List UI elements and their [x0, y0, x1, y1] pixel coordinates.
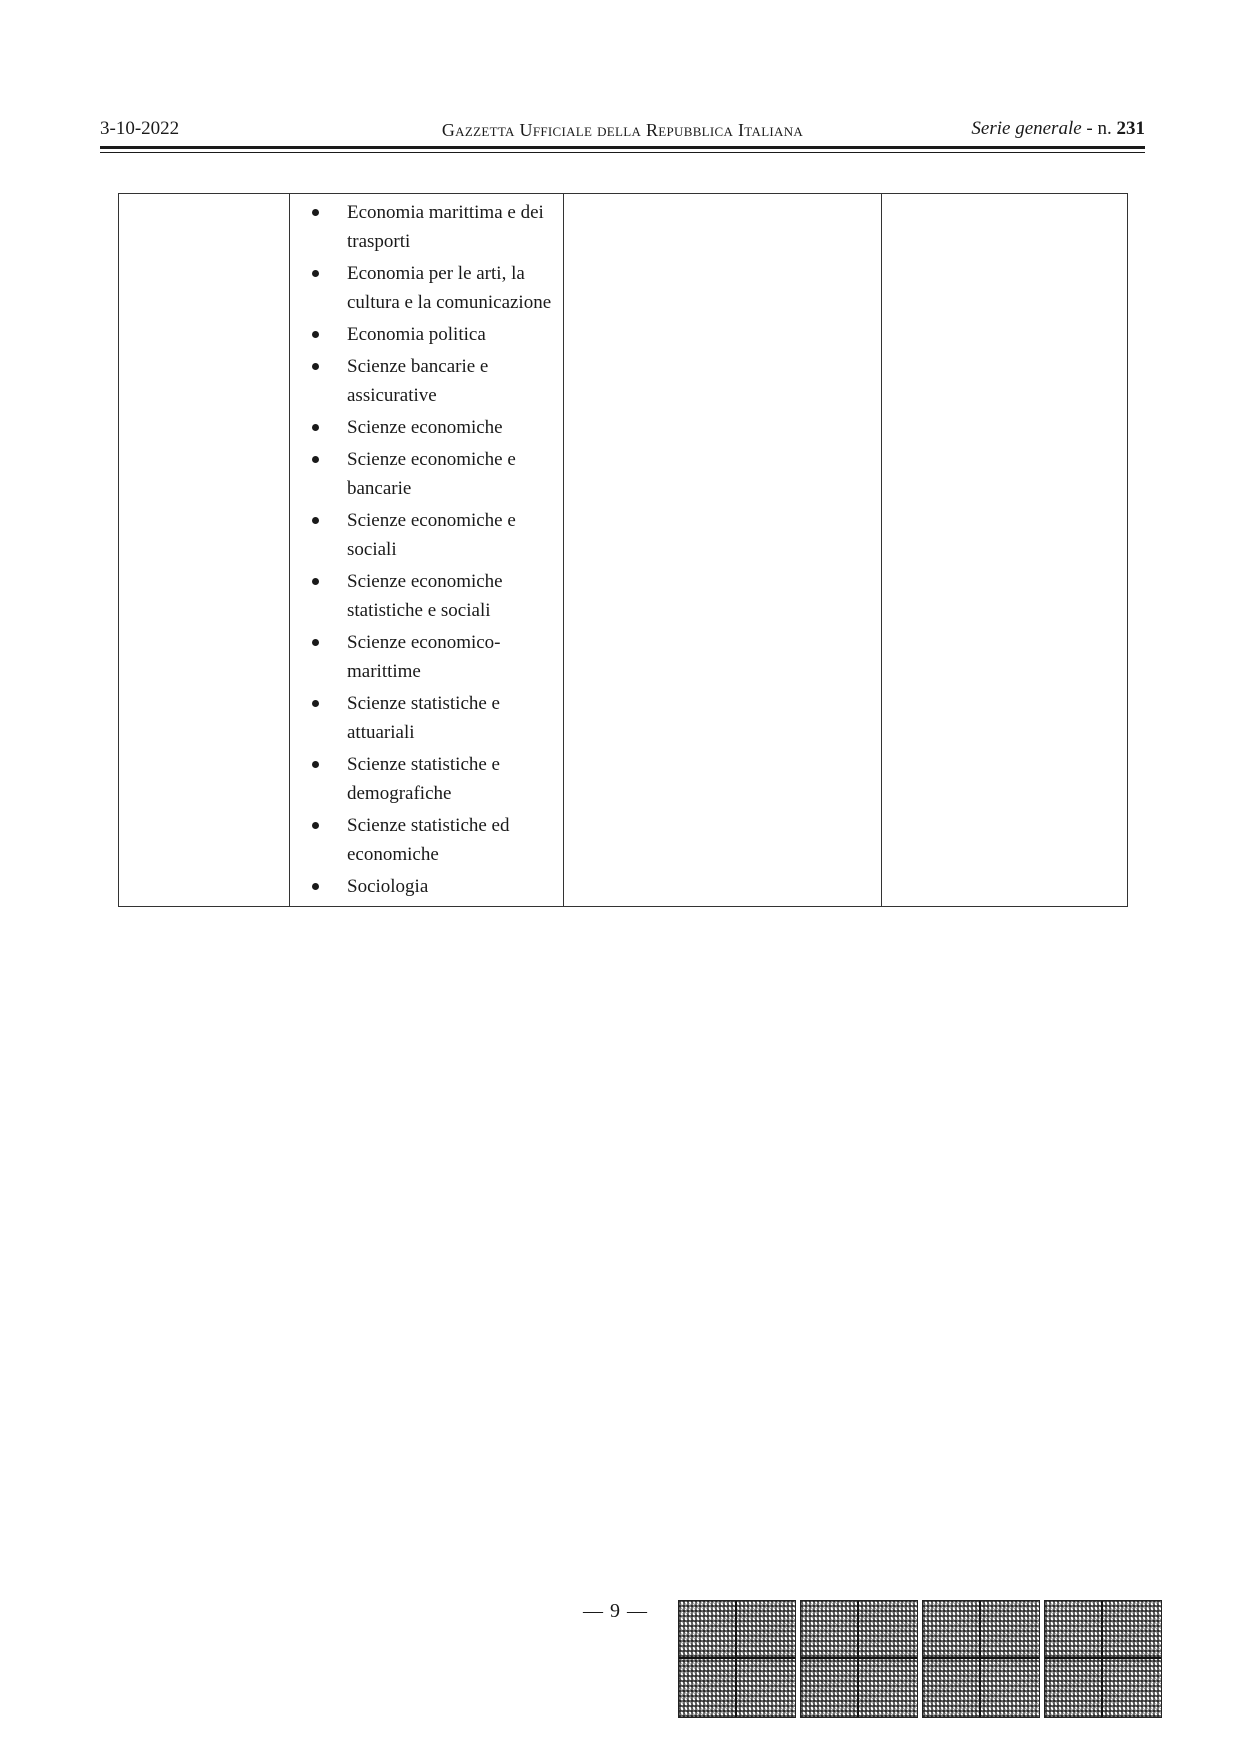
degree-name: Sociologia [347, 876, 429, 897]
degree-name: Scienze economiche statistiche e sociali [347, 571, 503, 621]
header-rule-thin [100, 152, 1145, 153]
bullet-icon [312, 270, 319, 277]
degree-name: Economia marittima e dei trasporti [347, 202, 544, 252]
table-row [119, 194, 1128, 907]
list-item [290, 445, 555, 503]
list-item [290, 413, 555, 442]
list-item [290, 320, 555, 349]
bullet-icon [312, 700, 319, 707]
bullet-icon [312, 639, 319, 646]
list-item [290, 506, 555, 564]
table-cell-empty-3 [564, 194, 882, 907]
list-item [290, 872, 555, 901]
header-rule-thick [100, 146, 1145, 149]
degree-name: Scienze economiche e sociali [347, 510, 516, 560]
table-cell-empty-4 [882, 194, 1128, 907]
list-item [290, 198, 555, 256]
degree-name: Scienze economiche [347, 417, 503, 438]
page-number: — 9 — [583, 1600, 648, 1622]
list-item [290, 750, 555, 808]
list-item [290, 259, 555, 317]
bullet-icon [312, 209, 319, 216]
bullet-icon [312, 578, 319, 585]
publication-date: 3-10-2022 [100, 118, 180, 139]
list-item [290, 689, 555, 747]
list-item [290, 628, 555, 686]
barcode-icon [1044, 1600, 1162, 1718]
page-header [100, 118, 1145, 148]
barcode-icon [800, 1600, 918, 1718]
table-cell-empty-1 [119, 194, 290, 907]
degree-list [290, 194, 563, 906]
issue-number: 231 [1116, 118, 1145, 139]
list-item [290, 811, 555, 869]
degree-name: Scienze economiche e bancarie [347, 449, 516, 499]
publication-title: Gazzetta Ufficiale della Repubblica Italiana [441, 120, 804, 140]
table-cell-degrees [290, 194, 564, 907]
series-info [971, 118, 1145, 140]
bullet-icon [312, 456, 319, 463]
list-item [290, 567, 555, 625]
bullet-icon [312, 517, 319, 524]
degree-name: Scienze statistiche ed economiche [347, 815, 510, 865]
degree-name: Economia per le arti, la cultura e la comunicazione [347, 263, 552, 313]
bullet-icon [312, 822, 319, 829]
degree-table [118, 193, 1128, 907]
bullet-icon [312, 761, 319, 768]
bullet-icon [312, 363, 319, 370]
bullet-icon [312, 883, 319, 890]
bullet-icon [312, 331, 319, 338]
degree-name: Scienze statistiche e demografiche [347, 754, 500, 804]
series-separator: - n. [1081, 118, 1117, 139]
list-item [290, 352, 555, 410]
degree-name: Scienze economico-marittime [347, 632, 501, 682]
degree-name: Economia politica [347, 324, 486, 345]
barcode-icon [678, 1600, 796, 1718]
series-label: Serie generale [971, 118, 1082, 139]
barcode-icon [922, 1600, 1040, 1718]
degree-name: Scienze bancarie e assicurative [347, 356, 489, 406]
degree-name: Scienze statistiche e attuariali [347, 693, 500, 743]
bullet-icon [312, 424, 319, 431]
